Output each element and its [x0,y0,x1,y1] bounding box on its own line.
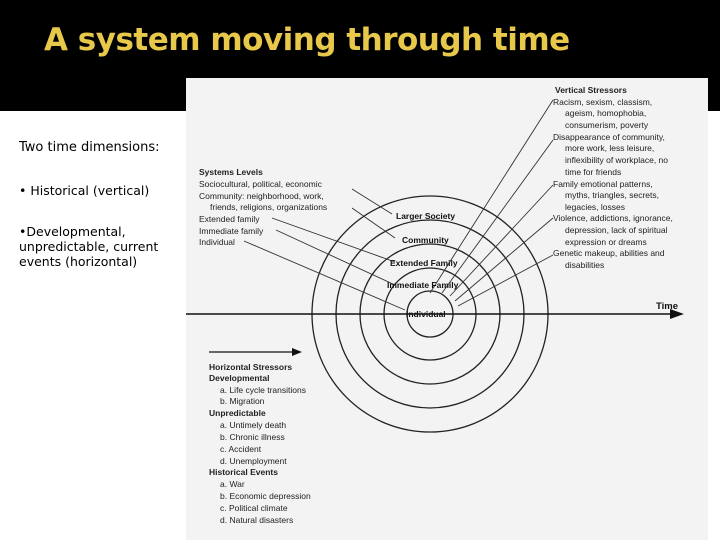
vertical-stressor-line: consumerism, poverty [565,120,649,130]
vertical-stressor-line: Genetic makeup, abilities and [553,248,665,258]
ring-label-community: Community [402,235,449,245]
vertical-stressors-heading: Vertical Stressors [555,85,627,95]
vertical-stressor-line: Racism, sexism, classism, [553,97,653,107]
horizontal-stressor-line: b. Chronic illness [220,432,285,442]
bullet-developmental-line: •Developmental, [19,224,126,239]
bullet-developmental-line: events (horizontal) [19,254,138,269]
bullet-historical: • Historical (vertical) [19,183,150,198]
ring-label-larger-society: Larger Society [396,211,456,221]
horizontal-stressor-line: a. Life cycle transitions [220,385,306,395]
horizontal-stressor-line: c. Accident [220,444,262,454]
vertical-stressor-line: Violence, addictions, ignorance, [553,213,673,223]
vertical-stressor-line: depression, lack of spiritual [565,225,668,235]
horizontal-stressor-line: a. War [220,479,245,489]
vertical-stressor-line: myths, triangles, secrets, [565,190,660,200]
horizontal-stressor-line: b. Migration [220,396,265,406]
vertical-stressor-line: expression or dreams [565,237,647,247]
systems-level-line: Sociocultural, political, economic [199,179,322,189]
vertical-stressor-line: ageism, homophobia, [565,108,647,118]
vertical-stressor-line: inflexibility of workplace, no [565,155,668,165]
horizontal-stressors-arrow [209,348,302,356]
ring-label-extended-family: Extended Family [390,258,458,268]
ring-label-immediate-family: Immediate Family [387,280,459,290]
slide-title: A system moving through time [44,22,570,58]
systems-level-line: friends, religions, organizations [210,202,328,212]
time-label: Time [656,301,679,312]
bullet-developmental-line: unpredictable, current [19,239,159,254]
horizontal-stressors-heading: Horizontal Stressors [209,362,293,372]
systems-level-line: Extended family [199,214,260,224]
horizontal-stressor-line: d. Unemployment [220,456,287,466]
horizontal-stressor-line: a. Untimely death [220,420,287,430]
systems-level-line: Immediate family [199,226,264,236]
time-dimensions-intro: Two time dimensions: [19,140,160,155]
horizontal-stressor-line: Historical Events [209,467,278,477]
vertical-stressor-line: time for friends [565,167,622,177]
systems-level-line: Community: neighborhood, work, [199,191,324,201]
horizontal-stressor-line: d. Natural disasters [220,515,294,525]
horizontal-stressor-line: Developmental [209,373,270,383]
horizontal-stressor-line: c. Political climate [220,503,288,513]
horizontal-stressor-line: b. Economic depression [220,491,311,501]
horizontal-stressors [209,362,311,525]
vertical-stressor-line: more work, less leisure, [565,143,655,153]
vertical-stressor-line: disabilities [565,260,605,270]
horizontal-stressor-line: Unpredictable [209,408,266,418]
vertical-stressor-line: Family emotional patterns, [553,179,653,189]
vertical-stressor-line: legacies, losses [565,202,626,212]
ring-labels [387,211,459,319]
systems-levels-heading: Systems Levels [199,167,263,177]
systems-level-line: Individual [199,237,235,247]
vertical-stressor-lines [430,100,553,306]
systems-levels [199,167,327,247]
vertical-stressors [553,85,673,270]
ring-label-individual: Individual [406,309,446,319]
vertical-stressor-line: Disappearance of community, [553,132,665,142]
